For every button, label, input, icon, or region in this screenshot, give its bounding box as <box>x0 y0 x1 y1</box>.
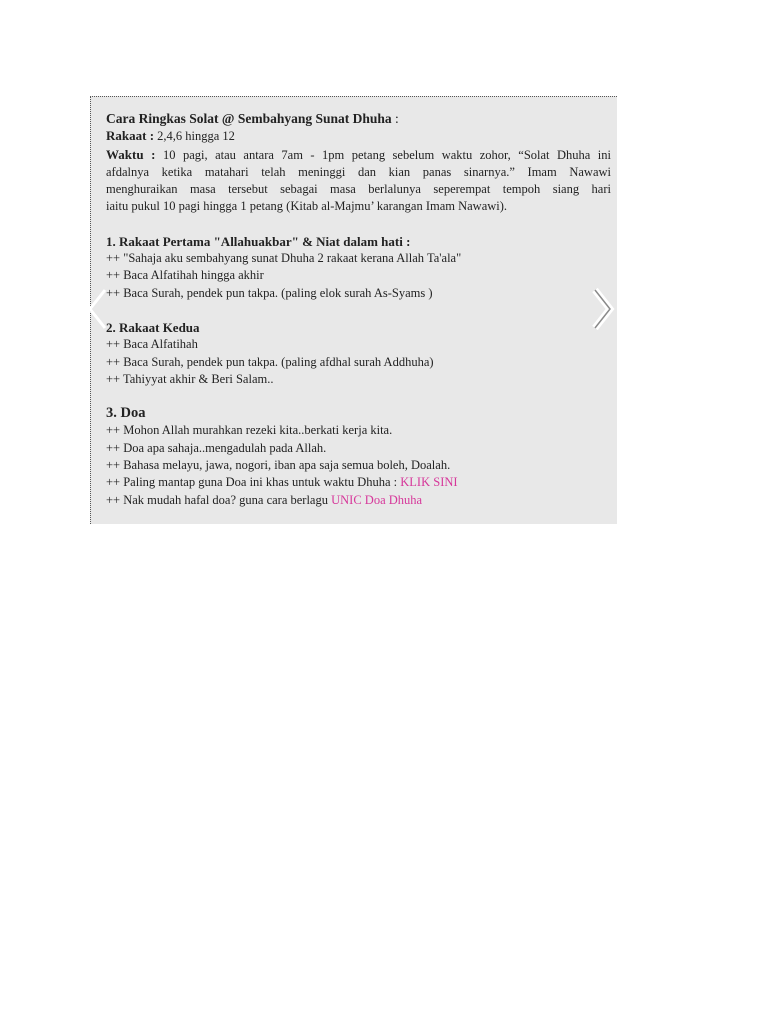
rakaat-line <box>106 127 611 145</box>
prev-slide-button[interactable] <box>85 287 111 331</box>
list-item: ++ Baca Surah, pendek pun takpa. (paling afdhal surah Addhuha) <box>106 354 434 369</box>
article-title: Cara Ringkas Solat @ Sembahyang Sunat Dhuha : <box>106 111 399 126</box>
waktu-label: Waktu : <box>106 146 156 162</box>
list-item: ++ Mohon Allah murahkan rezeki kita..berkati kerja kita. <box>106 423 393 438</box>
section-heading: 2. Rakaat Kedua <box>106 319 200 335</box>
list-item: ++ Tahiyyat akhir & Beri Salam.. <box>106 371 274 386</box>
waktu-line-3: menghuraikan masa tersebut sebagai masa berlalunya seperempat tempoh siang hari <box>106 182 611 197</box>
list-item: ++ Baca Surah, pendek pun takpa. (paling elok surah As-Syams ) <box>106 285 433 300</box>
article-card <box>90 96 617 524</box>
chevron-left-icon <box>85 287 111 331</box>
next-slide-button[interactable] <box>589 287 615 331</box>
chevron-right-icon <box>589 287 615 331</box>
list-item: ++ Baca Alfatihah hingga akhir <box>106 268 264 283</box>
list-item: ++ Baca Alfatihah <box>106 337 198 352</box>
rakaat-value: 2,4,6 hingga 12 <box>157 129 235 144</box>
list-item: ++ Nak mudah hafal doa? guna cara berlagu UNIC Doa Dhuha <box>106 492 423 507</box>
waktu-line-4: iaitu pukul 10 pagi hingga 1 petang (Kitab al-Majmu’ karangan Imam Nawawi). <box>106 199 508 214</box>
unic-doa-dhuha-link[interactable]: UNIC Doa Dhuha <box>331 492 423 507</box>
list-item: ++ Paling mantap guna Doa ini khas untuk waktu Dhuha : KLIK SINI <box>106 475 458 490</box>
section-heading: 3. Doa <box>106 405 146 422</box>
list-item: ++ "Sahaja aku sembahyang sunat Dhuha 2 rakaat kerana Allah Ta'ala" <box>106 251 462 266</box>
waktu-line-1: Waktu : 10 pagi, atau antara 7am - 1pm petang sebelum waktu zohor, “Solat Dhuha ini <box>106 146 612 162</box>
section-heading: 1. Rakaat Pertama "Allahuakbar" & Niat dalam hati : <box>106 233 411 249</box>
rakaat-label: Rakaat : <box>106 128 155 144</box>
waktu-line-2: afdalnya ketika matahari telah meninggi dan kian panas sinarnya.” Imam Nawawi <box>106 164 611 179</box>
klik-sini-link[interactable]: KLIK SINI <box>400 475 458 490</box>
list-item: ++ Doa apa sahaja..mengadulah pada Allah. <box>106 440 327 455</box>
list-item: ++ Bahasa melayu, jawa, nogori, iban apa saja semua boleh, Doalah. <box>106 458 451 473</box>
